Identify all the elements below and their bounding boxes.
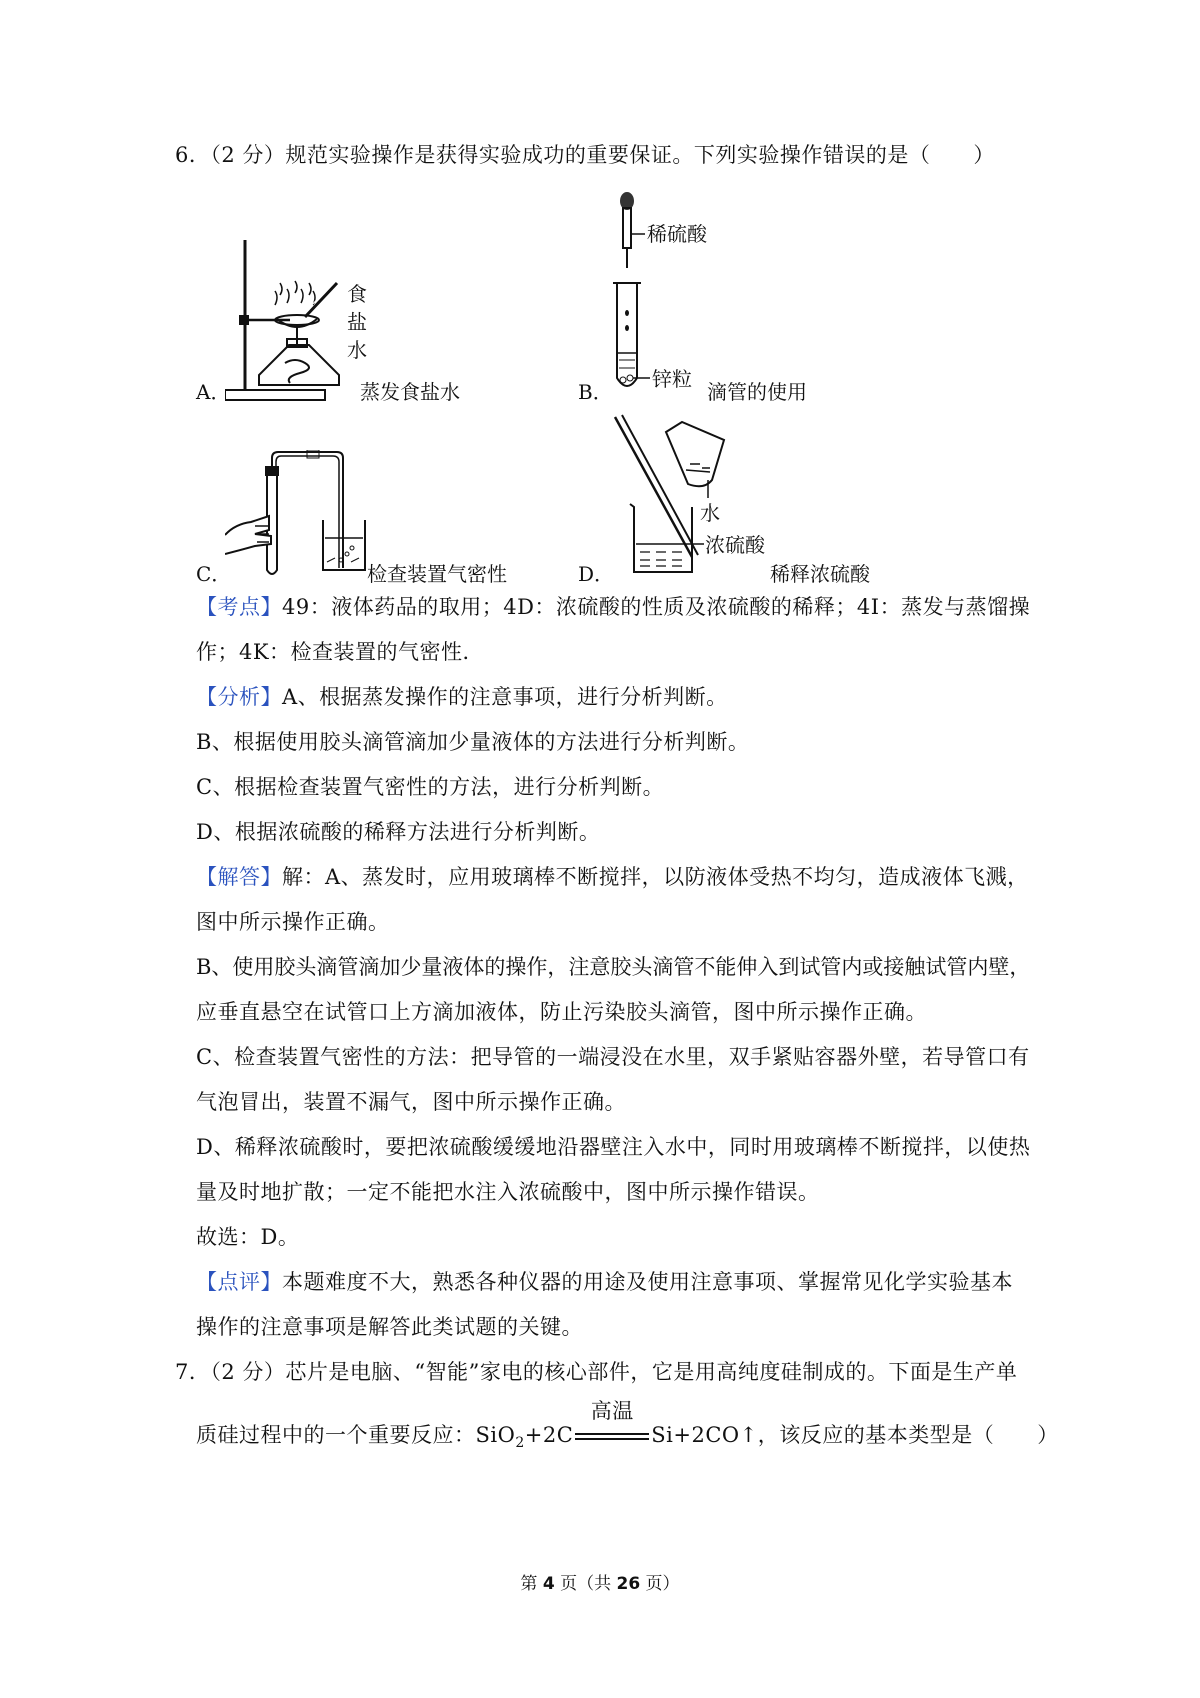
- jieda-tag: 【解答】: [196, 865, 282, 889]
- fig-d-label-water: 水: [700, 501, 720, 525]
- jieda-text-d2: 量及时地扩散；一定不能把水注入浓硫酸中，图中所示操作错误。: [196, 1180, 820, 1204]
- figure-dropper: [605, 188, 735, 403]
- reaction-condition: 高温: [590, 1399, 634, 1423]
- dianping-text-1: 本题难度不大，熟悉各种仪器的用途及使用注意事项、掌握常见化学实验基本: [282, 1270, 1013, 1294]
- question-6-stem: 6．（2 分）规范实验操作是获得实验成功的重要保证。下列实验操作错误的是（ ）: [175, 143, 995, 167]
- option-a-caption: 蒸发食盐水: [360, 380, 460, 404]
- fenxi-tag: 【分析】: [196, 685, 282, 709]
- dianping-line-1: [196, 1267, 1013, 1297]
- figure-dilution: [612, 412, 772, 582]
- dianping-text-2: 操作的注意事项是解答此类试题的关键。: [196, 1315, 583, 1339]
- option-b-letter: B．: [578, 380, 613, 404]
- fig-d-label-acid: 浓硫酸: [705, 533, 765, 557]
- option-c-letter: C．: [196, 562, 232, 586]
- jieda-text-a2: 图中所示操作正确。: [196, 910, 390, 934]
- question-7-line-2: [196, 1399, 1059, 1458]
- q7-plus: +2C: [524, 1423, 574, 1447]
- q7-products: Si+2CO↑，该反应的基本类型是（ ）: [651, 1423, 1059, 1447]
- fig-b-label-zinc: 锌粒: [652, 367, 692, 391]
- jieda-text-a1: 解：A、蒸发时，应用玻璃棒不断搅拌，以防液体受热不均匀，造成液体飞溅，: [282, 865, 1029, 889]
- option-c-caption: 检查装置气密性: [367, 562, 507, 586]
- fig-a-label-2: 盐: [347, 310, 367, 334]
- fig-a-label-3: 水: [347, 338, 367, 362]
- footer-mid: 页（共: [554, 1574, 617, 1594]
- kaodian-line-1: [196, 592, 1030, 622]
- kaodian-text-1: 49：液体药品的取用；4D：浓硫酸的性质及浓硫酸的稀释；4I：蒸发与蒸馏操: [282, 595, 1031, 619]
- footer-page-number: 4: [542, 1574, 555, 1594]
- equals-bar: [575, 1433, 649, 1440]
- footer-pre: 第: [520, 1574, 543, 1594]
- option-a-letter: A．: [196, 380, 231, 404]
- dianping-tag: 【点评】: [196, 1270, 282, 1294]
- fenxi-text-d: D、根据浓硫酸的稀释方法进行分析判断。: [196, 820, 601, 844]
- jieda-text-c2: 气泡冒出，装置不漏气，图中所示操作正确。: [196, 1090, 626, 1114]
- fenxi-line-1: [196, 682, 728, 712]
- jieda-answer: 故选：D。: [196, 1225, 300, 1249]
- page-footer: [0, 1569, 1200, 1594]
- jieda-text-d1: D、稀释浓硫酸时，要把浓硫酸缓缓地沿器壁注入水中，同时用玻璃棒不断搅拌，以使热: [196, 1135, 1031, 1159]
- jieda-text-b1: B、使用胶头滴管滴加少量液体的操作，注意胶头滴管不能伸入到试管内或接触试管内壁，: [196, 955, 1031, 979]
- footer-post: 页）: [640, 1574, 680, 1594]
- footer-total-pages: 26: [616, 1574, 641, 1594]
- q7-line2-pre: 质硅过程中的一个重要反应：SiO: [196, 1423, 516, 1447]
- fig-a-label-1: 食: [347, 282, 367, 306]
- question-7-stem: 7．（2 分）芯片是电脑、“智能”家电的核心部件，它是用高纯度硅制成的。下面是生产单: [175, 1360, 1018, 1384]
- kaodian-text-2: 作；4K：检查装置的气密性．: [196, 640, 485, 664]
- jieda-text-b2: 应垂直悬空在试管口上方滴加液体，防止污染胶头滴管，图中所示操作正确。: [196, 1000, 927, 1024]
- fig-b-label-acid: 稀硫酸: [647, 222, 707, 246]
- fenxi-text-c: C、根据检查装置气密性的方法，进行分析判断。: [196, 775, 665, 799]
- q7-sub-2: 2: [515, 1435, 525, 1452]
- option-d-caption: 稀释浓硫酸: [770, 562, 870, 586]
- reaction-arrow: [573, 1399, 651, 1450]
- figure-airtightness: [225, 450, 370, 580]
- jieda-line-1: [196, 862, 1029, 892]
- jieda-text-c1: C、检查装置气密性的方法：把导管的一端浸没在水里，双手紧贴容器外壁，若导管口有: [196, 1045, 1030, 1069]
- kaodian-tag: 【考点】: [196, 595, 282, 619]
- fenxi-text-a: A、根据蒸发操作的注意事项，进行分析判断。: [282, 685, 728, 709]
- fenxi-text-b: B、根据使用胶头滴管滴加少量液体的方法进行分析判断。: [196, 730, 750, 754]
- option-d-letter: D．: [578, 562, 615, 586]
- option-b-caption: 滴管的使用: [707, 380, 807, 404]
